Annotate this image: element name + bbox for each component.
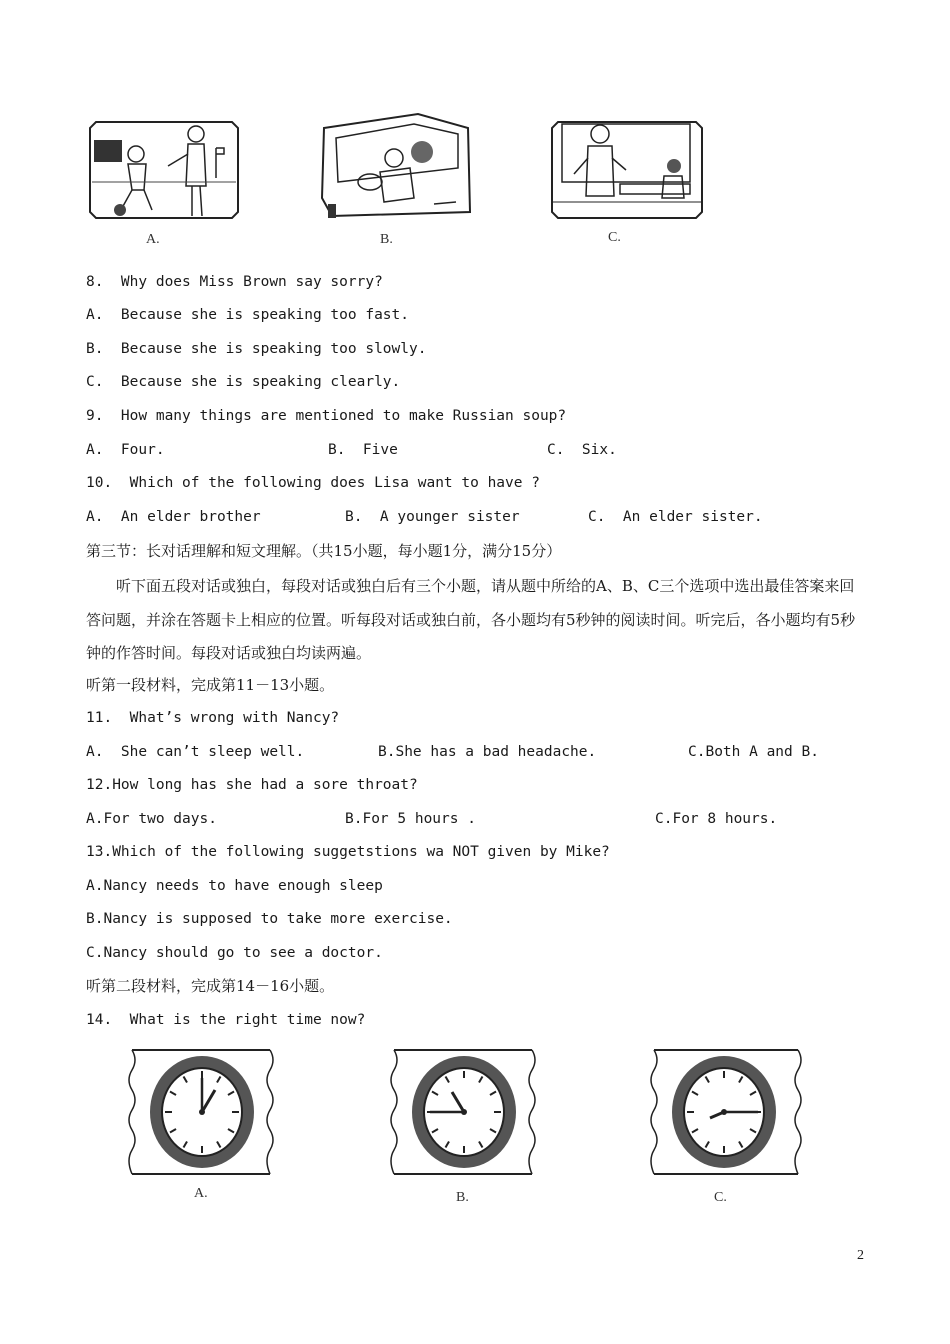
q12-option-c: C.For 8 hours.: [655, 811, 778, 827]
clock-c-caption: C.: [714, 1190, 727, 1205]
page-number: 2: [857, 1248, 864, 1263]
clock-b-caption: B.: [456, 1190, 469, 1205]
clock-a-caption: A.: [194, 1186, 208, 1201]
section3-part1-heading: 听第一段材料，完成第11－13小题。: [86, 676, 335, 694]
q10-option-c: C. An elder sister.: [588, 509, 763, 525]
q13-option-c: C.Nancy should go to see a doctor.: [86, 945, 383, 961]
q13-option-b: B.Nancy is supposed to take more exercise.: [86, 911, 453, 927]
q10-question: 10. Which of the following does Lisa want to have ?: [86, 475, 540, 491]
q9-question: 9. How many things are mentioned to make Russian soup?: [86, 408, 567, 424]
q8-option-a: A. Because she is speaking too fast.: [86, 307, 410, 323]
q12-question: 12.How long has she had a sore throat?: [86, 777, 418, 793]
picture-c-caption: C.: [608, 230, 621, 245]
clock-c-picture: [648, 1046, 804, 1182]
clock-a-picture: [126, 1046, 276, 1182]
clock-b-picture: [388, 1046, 538, 1182]
q10-option-b: B. A younger sister: [345, 509, 520, 525]
picture-b-car-driver: [318, 108, 478, 230]
q8-question: 8. Why does Miss Brown say sorry?: [86, 274, 383, 290]
picture-a-boy-and-man: [88, 118, 240, 226]
section3-instructions: 听下面五段对话或独白，每段对话或独白后有三个小题，请从题中所给的A、B、C三个选项中选出最佳答案来回答问题，并涂在答题卡上相应的位置。听每段对话或独白前，各小题均有5秒钟的阅读时间。听完后，各小题均有5秒钟的作答时间。每段对话或独白均读两遍。: [86, 577, 856, 662]
picture-a-caption: A.: [146, 232, 160, 247]
q8-option-c: C. Because she is speaking clearly.: [86, 374, 401, 390]
picture-c-teacher-and-student: [550, 118, 704, 226]
q11-option-b: B.She has a bad headache.: [378, 744, 597, 760]
section3-part2-heading: 听第二段材料，完成第14－16小题。: [86, 977, 335, 995]
q11-option-a: A. She can’t sleep well.: [86, 744, 305, 760]
section3-title: 第三节：长对话理解和短文理解。（共15小题，每小题1分，满分15分）: [86, 542, 562, 560]
q12-option-a: A.For two days.: [86, 811, 217, 827]
q8-option-b: B. Because she is speaking too slowly.: [86, 341, 427, 357]
q9-option-c: C. Six.: [547, 442, 617, 458]
q13-question: 13.Which of the following suggetstions wa NOT given by Mike?: [86, 844, 610, 860]
q14-question: 14. What is the right time now?: [86, 1012, 366, 1028]
picture-b-caption: B.: [380, 232, 393, 247]
q13-option-a: A.Nancy needs to have enough sleep: [86, 878, 383, 894]
q12-option-b: B.For 5 hours .: [345, 811, 476, 827]
q10-option-a: A. An elder brother: [86, 509, 261, 525]
q11-question: 11. What’s wrong with Nancy?: [86, 710, 340, 726]
q11-option-c: C.Both A and B.: [688, 744, 819, 760]
q9-option-b: B. Five: [328, 442, 398, 458]
q9-option-a: A. Four.: [86, 442, 165, 458]
